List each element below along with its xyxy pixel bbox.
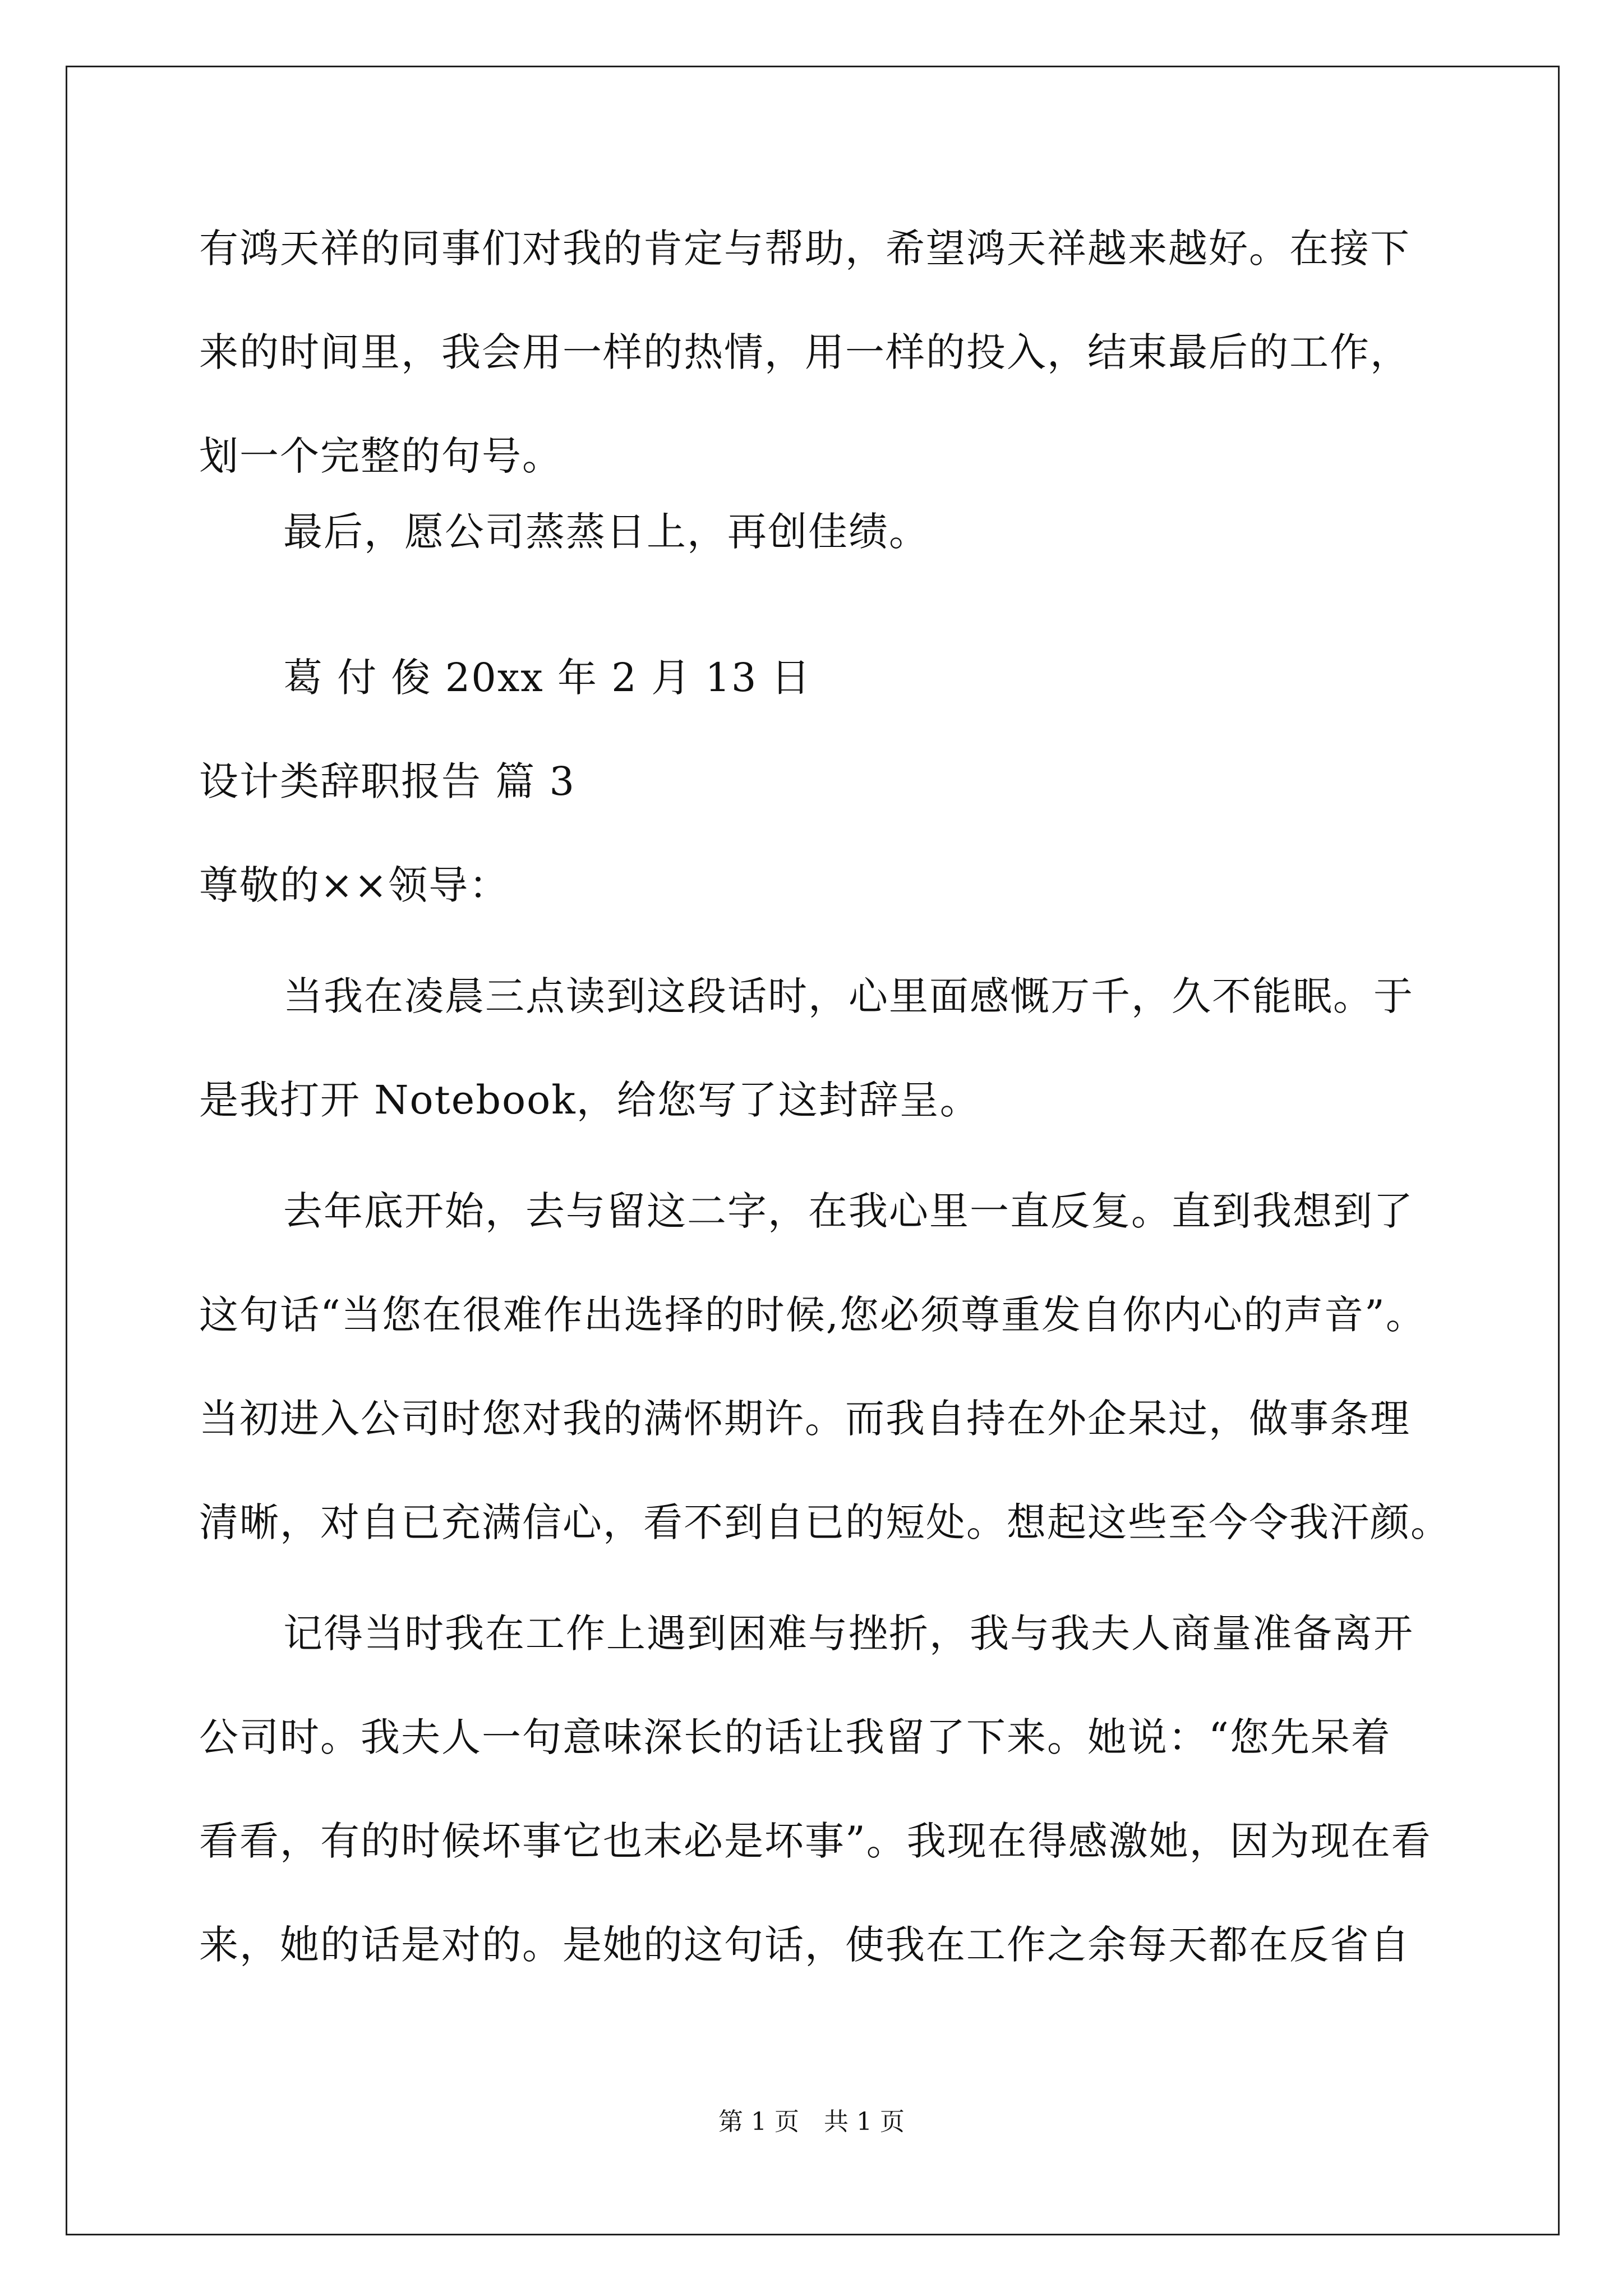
text-line: 清晰，对自已充满信心，看不到自已的短处。想起这些至今令我汗颜。: [199, 1499, 1451, 1545]
text-line: 当我在凌晨三点读到这段话时，心里面感慨万千，久不能眠。于: [283, 973, 1414, 1019]
text-line: 公司时。我夫人一句意味深长的话让我留了下来。她说：“您先呆着: [199, 1714, 1391, 1760]
section-heading: 设计类辞职报告 篇 3: [199, 758, 576, 804]
signature-date-line: 葛 付 俊 20xx 年 2 月 13 日: [283, 655, 811, 701]
text-line: 去年底开始，去与留这二字，在我心里一直反复。直到我想到了: [283, 1188, 1414, 1234]
text-line: 最后，愿公司蒸蒸日上，再创佳绩。: [283, 509, 929, 555]
text-line: 这句话“当您在很难作出选择的时候,您必须尊重发自你内心的声音”。: [199, 1292, 1426, 1338]
salutation: 尊敬的××领导：: [199, 862, 510, 908]
text-line: 有鸿天祥的同事们对我的肯定与帮助，希望鸿天祥越来越好。在接下: [199, 226, 1410, 272]
text-line: 记得当时我在工作上遇到困难与挫折，我与我夫人商量准备离开: [283, 1611, 1414, 1657]
text-line: 划一个完整的句号。: [199, 433, 562, 479]
page-number-footer: 第 1 页 共 1 页: [718, 2108, 905, 2136]
page-border: [66, 66, 1560, 2235]
text-line: 来的时间里，我会用一样的热情，用一样的投入，结束最后的工作，: [199, 329, 1410, 375]
text-line: 是我打开 Notebook，给您写了这封辞呈。: [199, 1077, 980, 1123]
text-line: 来，她的话是对的。是她的这句话，使我在工作之余每天都在反省自: [199, 1922, 1410, 1968]
text-line: 看看，有的时候坏事它也末必是坏事”。我现在得感激她，因为现在看: [199, 1818, 1432, 1864]
text-line: 当初进入公司时您对我的满怀期许。而我自持在外企呆过，做事条理: [199, 1396, 1410, 1442]
